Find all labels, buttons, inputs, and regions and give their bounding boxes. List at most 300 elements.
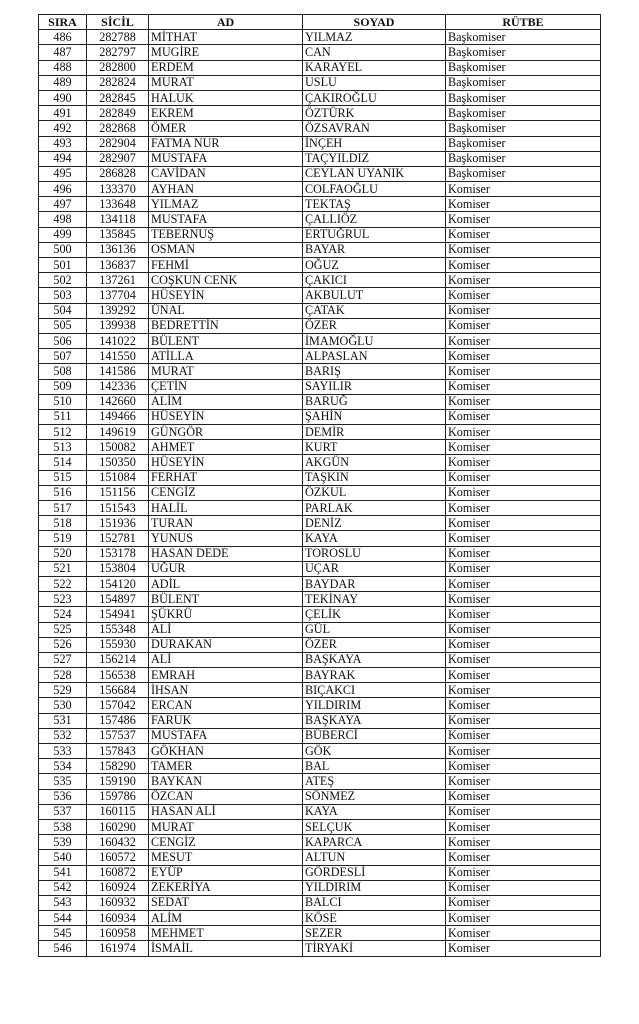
table-row: [39, 652, 601, 667]
cell-soyad: BAŞKAYA: [303, 713, 446, 728]
cell-soyad: ALTUN: [303, 850, 446, 865]
table-row: [39, 759, 601, 774]
cell-soyad: BALCI: [303, 895, 446, 910]
cell-sicil: 282868: [87, 121, 149, 136]
cell-ad: EMRAH: [149, 668, 303, 683]
cell-soyad: İNÇEH: [303, 136, 446, 151]
cell-sira: 543: [39, 895, 87, 910]
cell-sicil: 139938: [87, 318, 149, 333]
table-row: [39, 379, 601, 394]
cell-sira: 499: [39, 227, 87, 242]
table-row: [39, 349, 601, 364]
table-row: [39, 90, 601, 105]
cell-soyad: TOROSLU: [303, 546, 446, 561]
table-row: [39, 136, 601, 151]
cell-soyad: BAYAR: [303, 242, 446, 257]
cell-sira: 515: [39, 470, 87, 485]
table-row: [39, 789, 601, 804]
cell-ad: FEHMİ: [149, 258, 303, 273]
cell-soyad: KURT: [303, 440, 446, 455]
cell-ad: SEDAT: [149, 895, 303, 910]
cell-sicil: 153804: [87, 561, 149, 576]
table-row: [39, 364, 601, 379]
cell-rutbe: Başkomiser: [446, 60, 601, 75]
table-row: [39, 394, 601, 409]
header-sira: SIRA: [39, 15, 87, 30]
cell-soyad: ŞAHİN: [303, 409, 446, 424]
table-row: [39, 106, 601, 121]
cell-sicil: 150350: [87, 455, 149, 470]
cell-soyad: SAYILIR: [303, 379, 446, 394]
cell-ad: BEDRETTİN: [149, 318, 303, 333]
cell-rutbe: Komiser: [446, 349, 601, 364]
cell-rutbe: Komiser: [446, 668, 601, 683]
cell-sira: 541: [39, 865, 87, 880]
cell-soyad: DEMİR: [303, 425, 446, 440]
cell-ad: MURAT: [149, 819, 303, 834]
cell-sicil: 157042: [87, 698, 149, 713]
table-row: [39, 911, 601, 926]
table-row: [39, 546, 601, 561]
cell-soyad: TEKİNAY: [303, 592, 446, 607]
cell-sicil: 141586: [87, 364, 149, 379]
cell-sicil: 149466: [87, 409, 149, 424]
cell-rutbe: Komiser: [446, 728, 601, 743]
cell-sicil: 154120: [87, 576, 149, 591]
cell-ad: MUSTAFA: [149, 151, 303, 166]
cell-sicil: 160290: [87, 819, 149, 834]
cell-sira: 544: [39, 911, 87, 926]
cell-rutbe: Komiser: [446, 333, 601, 348]
cell-rutbe: Başkomiser: [446, 75, 601, 90]
cell-rutbe: Komiser: [446, 394, 601, 409]
cell-rutbe: Komiser: [446, 409, 601, 424]
cell-sira: 521: [39, 561, 87, 576]
header-soyad: SOYAD: [303, 15, 446, 30]
cell-sicil: 150082: [87, 440, 149, 455]
table-row: [39, 774, 601, 789]
cell-sicil: 157486: [87, 713, 149, 728]
cell-ad: HALUK: [149, 90, 303, 105]
cell-soyad: GÖK: [303, 744, 446, 759]
cell-sira: 491: [39, 106, 87, 121]
cell-soyad: KAYA: [303, 804, 446, 819]
cell-ad: EYÜP: [149, 865, 303, 880]
cell-soyad: USLU: [303, 75, 446, 90]
cell-ad: ERCAN: [149, 698, 303, 713]
cell-ad: EKREM: [149, 106, 303, 121]
cell-rutbe: Komiser: [446, 637, 601, 652]
table-row: [39, 197, 601, 212]
cell-soyad: ÇAKIROĞLU: [303, 90, 446, 105]
cell-rutbe: Komiser: [446, 485, 601, 500]
cell-sicil: 156684: [87, 683, 149, 698]
cell-ad: ERDEM: [149, 60, 303, 75]
cell-sira: 538: [39, 819, 87, 834]
cell-sira: 500: [39, 242, 87, 257]
cell-sicil: 135845: [87, 227, 149, 242]
cell-ad: ATİLLA: [149, 349, 303, 364]
cell-sira: 526: [39, 637, 87, 652]
cell-rutbe: Komiser: [446, 288, 601, 303]
cell-sicil: 160572: [87, 850, 149, 865]
cell-soyad: BAL: [303, 759, 446, 774]
table-row: [39, 318, 601, 333]
cell-sicil: 133370: [87, 182, 149, 197]
header-row: [39, 15, 601, 30]
cell-sira: 495: [39, 166, 87, 181]
cell-sicil: 282907: [87, 151, 149, 166]
cell-sira: 493: [39, 136, 87, 151]
table-row: [39, 516, 601, 531]
header-ad: AD: [149, 15, 303, 30]
table-row: [39, 744, 601, 759]
cell-soyad: BÜBERCİ: [303, 728, 446, 743]
cell-sicil: 282845: [87, 90, 149, 105]
table-row: [39, 501, 601, 516]
cell-sira: 527: [39, 652, 87, 667]
cell-soyad: SELÇUK: [303, 819, 446, 834]
cell-ad: CENGİZ: [149, 485, 303, 500]
cell-soyad: KARAYEL: [303, 60, 446, 75]
cell-sira: 507: [39, 349, 87, 364]
table-row: [39, 182, 601, 197]
cell-sicil: 142336: [87, 379, 149, 394]
table-row: [39, 728, 601, 743]
cell-sira: 528: [39, 668, 87, 683]
cell-rutbe: Komiser: [446, 804, 601, 819]
cell-sira: 519: [39, 531, 87, 546]
cell-soyad: DENİZ: [303, 516, 446, 531]
cell-sira: 524: [39, 607, 87, 622]
cell-sicil: 133648: [87, 197, 149, 212]
cell-rutbe: Komiser: [446, 865, 601, 880]
cell-soyad: BAYRAK: [303, 668, 446, 683]
cell-sicil: 155348: [87, 622, 149, 637]
header-sicil: SİCİL: [87, 15, 149, 30]
cell-soyad: ÖZKUL: [303, 485, 446, 500]
cell-soyad: KAYA: [303, 531, 446, 546]
cell-sicil: 282788: [87, 30, 149, 45]
cell-rutbe: Komiser: [446, 683, 601, 698]
cell-ad: OSMAN: [149, 242, 303, 257]
table-row: [39, 926, 601, 941]
cell-ad: TEBERNUŞ: [149, 227, 303, 242]
cell-sira: 502: [39, 273, 87, 288]
cell-sira: 503: [39, 288, 87, 303]
cell-rutbe: Başkomiser: [446, 136, 601, 151]
table-row: [39, 895, 601, 910]
cell-soyad: GÜL: [303, 622, 446, 637]
cell-ad: TAMER: [149, 759, 303, 774]
cell-soyad: ÖZER: [303, 637, 446, 652]
cell-soyad: YILDIRIM: [303, 880, 446, 895]
cell-soyad: CEYLAN UYANIK: [303, 166, 446, 181]
cell-rutbe: Komiser: [446, 895, 601, 910]
cell-rutbe: Komiser: [446, 576, 601, 591]
table-row: [39, 30, 601, 45]
cell-sira: 523: [39, 592, 87, 607]
cell-rutbe: Komiser: [446, 258, 601, 273]
cell-sira: 490: [39, 90, 87, 105]
cell-sira: 537: [39, 804, 87, 819]
cell-sira: 512: [39, 425, 87, 440]
cell-rutbe: Komiser: [446, 531, 601, 546]
cell-sira: 540: [39, 850, 87, 865]
table-row: [39, 227, 601, 242]
cell-sicil: 136837: [87, 258, 149, 273]
cell-sira: 488: [39, 60, 87, 75]
table-header: [39, 15, 601, 30]
cell-sira: 516: [39, 485, 87, 500]
cell-ad: MESUT: [149, 850, 303, 865]
table-row: [39, 835, 601, 850]
cell-sicil: 160872: [87, 865, 149, 880]
cell-rutbe: Komiser: [446, 242, 601, 257]
cell-sira: 542: [39, 880, 87, 895]
cell-ad: YILMAZ: [149, 197, 303, 212]
cell-rutbe: Komiser: [446, 713, 601, 728]
cell-sira: 497: [39, 197, 87, 212]
table-row: [39, 303, 601, 318]
cell-rutbe: Komiser: [446, 819, 601, 834]
table-row: [39, 242, 601, 257]
cell-rutbe: Komiser: [446, 880, 601, 895]
cell-sira: 529: [39, 683, 87, 698]
cell-rutbe: Komiser: [446, 470, 601, 485]
table-row: [39, 941, 601, 956]
table-row: [39, 713, 601, 728]
cell-sicil: 141022: [87, 333, 149, 348]
cell-ad: İHSAN: [149, 683, 303, 698]
cell-ad: MURAT: [149, 364, 303, 379]
cell-sicil: 161974: [87, 941, 149, 956]
cell-soyad: AKGÜN: [303, 455, 446, 470]
cell-rutbe: Komiser: [446, 789, 601, 804]
cell-sicil: 282824: [87, 75, 149, 90]
cell-rutbe: Komiser: [446, 911, 601, 926]
cell-ad: ÜNAL: [149, 303, 303, 318]
cell-ad: MİTHAT: [149, 30, 303, 45]
cell-sicil: 160958: [87, 926, 149, 941]
cell-ad: MUSTAFA: [149, 728, 303, 743]
cell-sira: 546: [39, 941, 87, 956]
cell-soyad: ÖZSAVRAN: [303, 121, 446, 136]
cell-soyad: BARUĞ: [303, 394, 446, 409]
table-row: [39, 576, 601, 591]
cell-rutbe: Komiser: [446, 835, 601, 850]
cell-sicil: 157843: [87, 744, 149, 759]
cell-sira: 517: [39, 501, 87, 516]
cell-rutbe: Komiser: [446, 592, 601, 607]
cell-sicil: 282904: [87, 136, 149, 151]
table-row: [39, 425, 601, 440]
table-row: [39, 409, 601, 424]
table-row: [39, 668, 601, 683]
cell-soyad: ÖZTÜRK: [303, 106, 446, 121]
cell-ad: HALİL: [149, 501, 303, 516]
cell-soyad: ALPASLAN: [303, 349, 446, 364]
table-row: [39, 60, 601, 75]
cell-sicil: 154941: [87, 607, 149, 622]
cell-soyad: ÇATAK: [303, 303, 446, 318]
cell-rutbe: Komiser: [446, 425, 601, 440]
cell-rutbe: Komiser: [446, 318, 601, 333]
cell-sicil: 154897: [87, 592, 149, 607]
cell-sicil: 134118: [87, 212, 149, 227]
cell-sira: 494: [39, 151, 87, 166]
table-row: [39, 288, 601, 303]
cell-sira: 513: [39, 440, 87, 455]
cell-rutbe: Komiser: [446, 607, 601, 622]
cell-soyad: AKBULUT: [303, 288, 446, 303]
cell-soyad: KÖSE: [303, 911, 446, 926]
cell-rutbe: Komiser: [446, 744, 601, 759]
cell-ad: HÜSEYİN: [149, 288, 303, 303]
table-row: [39, 865, 601, 880]
cell-rutbe: Başkomiser: [446, 90, 601, 105]
table-body: [39, 30, 601, 956]
cell-ad: MURAT: [149, 75, 303, 90]
cell-soyad: YILMAZ: [303, 30, 446, 45]
table-row: [39, 622, 601, 637]
cell-rutbe: Başkomiser: [446, 106, 601, 121]
table-row: [39, 698, 601, 713]
cell-sira: 530: [39, 698, 87, 713]
cell-rutbe: Komiser: [446, 941, 601, 956]
cell-sira: 531: [39, 713, 87, 728]
cell-ad: ALİ: [149, 622, 303, 637]
cell-sira: 498: [39, 212, 87, 227]
cell-ad: ZEKERİYA: [149, 880, 303, 895]
cell-sira: 511: [39, 409, 87, 424]
cell-sicil: 156214: [87, 652, 149, 667]
cell-rutbe: Başkomiser: [446, 151, 601, 166]
cell-sicil: 160924: [87, 880, 149, 895]
cell-sira: 508: [39, 364, 87, 379]
cell-ad: HASAN ALİ: [149, 804, 303, 819]
cell-rutbe: Komiser: [446, 561, 601, 576]
cell-soyad: GÖRDESLİ: [303, 865, 446, 880]
cell-sicil: 282797: [87, 45, 149, 60]
cell-ad: ALİ: [149, 652, 303, 667]
cell-ad: HÜSEYİN: [149, 409, 303, 424]
cell-sicil: 141550: [87, 349, 149, 364]
cell-ad: GÜNGÖR: [149, 425, 303, 440]
cell-soyad: BAŞKAYA: [303, 652, 446, 667]
cell-sira: 520: [39, 546, 87, 561]
cell-rutbe: Komiser: [446, 850, 601, 865]
personnel-table: [38, 14, 601, 957]
cell-soyad: ERTUĞRUL: [303, 227, 446, 242]
cell-sira: 487: [39, 45, 87, 60]
cell-ad: CAVİDAN: [149, 166, 303, 181]
cell-soyad: ÇALLIÖZ: [303, 212, 446, 227]
cell-sira: 532: [39, 728, 87, 743]
cell-ad: YUNUS: [149, 531, 303, 546]
cell-sira: 518: [39, 516, 87, 531]
cell-sicil: 137704: [87, 288, 149, 303]
cell-rutbe: Komiser: [446, 303, 601, 318]
cell-ad: GÖKHAN: [149, 744, 303, 759]
cell-ad: ALİM: [149, 394, 303, 409]
cell-soyad: BARIŞ: [303, 364, 446, 379]
cell-ad: MUGİRE: [149, 45, 303, 60]
table-row: [39, 45, 601, 60]
cell-sira: 525: [39, 622, 87, 637]
cell-soyad: COLFAOĞLU: [303, 182, 446, 197]
cell-sira: 506: [39, 333, 87, 348]
cell-rutbe: Komiser: [446, 273, 601, 288]
cell-sicil: 142660: [87, 394, 149, 409]
cell-ad: AYHAN: [149, 182, 303, 197]
cell-soyad: ATEŞ: [303, 774, 446, 789]
table-row: [39, 258, 601, 273]
cell-sicil: 151543: [87, 501, 149, 516]
cell-sira: 504: [39, 303, 87, 318]
cell-ad: MEHMET: [149, 926, 303, 941]
cell-ad: HÜSEYİN: [149, 455, 303, 470]
cell-ad: TURAN: [149, 516, 303, 531]
cell-rutbe: Komiser: [446, 926, 601, 941]
table-row: [39, 637, 601, 652]
cell-sicil: 159786: [87, 789, 149, 804]
cell-sicil: 160934: [87, 911, 149, 926]
cell-soyad: KAPARCA: [303, 835, 446, 850]
cell-sira: 486: [39, 30, 87, 45]
cell-sicil: 158290: [87, 759, 149, 774]
cell-ad: BÜLENT: [149, 592, 303, 607]
cell-sicil: 152781: [87, 531, 149, 546]
cell-soyad: UÇAR: [303, 561, 446, 576]
table-row: [39, 470, 601, 485]
cell-ad: İSMAİL: [149, 941, 303, 956]
cell-sicil: 137261: [87, 273, 149, 288]
cell-soyad: BAYDAR: [303, 576, 446, 591]
cell-rutbe: Komiser: [446, 501, 601, 516]
cell-sicil: 160432: [87, 835, 149, 850]
cell-sira: 536: [39, 789, 87, 804]
cell-ad: ÇETİN: [149, 379, 303, 394]
cell-rutbe: Komiser: [446, 652, 601, 667]
table-row: [39, 804, 601, 819]
cell-ad: FARUK: [149, 713, 303, 728]
cell-sira: 535: [39, 774, 87, 789]
cell-ad: ÖMER: [149, 121, 303, 136]
table-row: [39, 121, 601, 136]
table-row: [39, 819, 601, 834]
table-row: [39, 607, 601, 622]
cell-sicil: 160932: [87, 895, 149, 910]
cell-ad: BÜLENT: [149, 333, 303, 348]
table-row: [39, 850, 601, 865]
cell-sira: 510: [39, 394, 87, 409]
cell-sicil: 151084: [87, 470, 149, 485]
cell-sira: 534: [39, 759, 87, 774]
cell-sicil: 149619: [87, 425, 149, 440]
cell-soyad: ÖZER: [303, 318, 446, 333]
cell-sira: 545: [39, 926, 87, 941]
cell-rutbe: Komiser: [446, 455, 601, 470]
table-row: [39, 485, 601, 500]
cell-sicil: 155930: [87, 637, 149, 652]
cell-sicil: 157537: [87, 728, 149, 743]
cell-soyad: OĞUZ: [303, 258, 446, 273]
cell-rutbe: Komiser: [446, 759, 601, 774]
cell-soyad: ÇAKICI: [303, 273, 446, 288]
table-row: [39, 212, 601, 227]
cell-sicil: 136136: [87, 242, 149, 257]
